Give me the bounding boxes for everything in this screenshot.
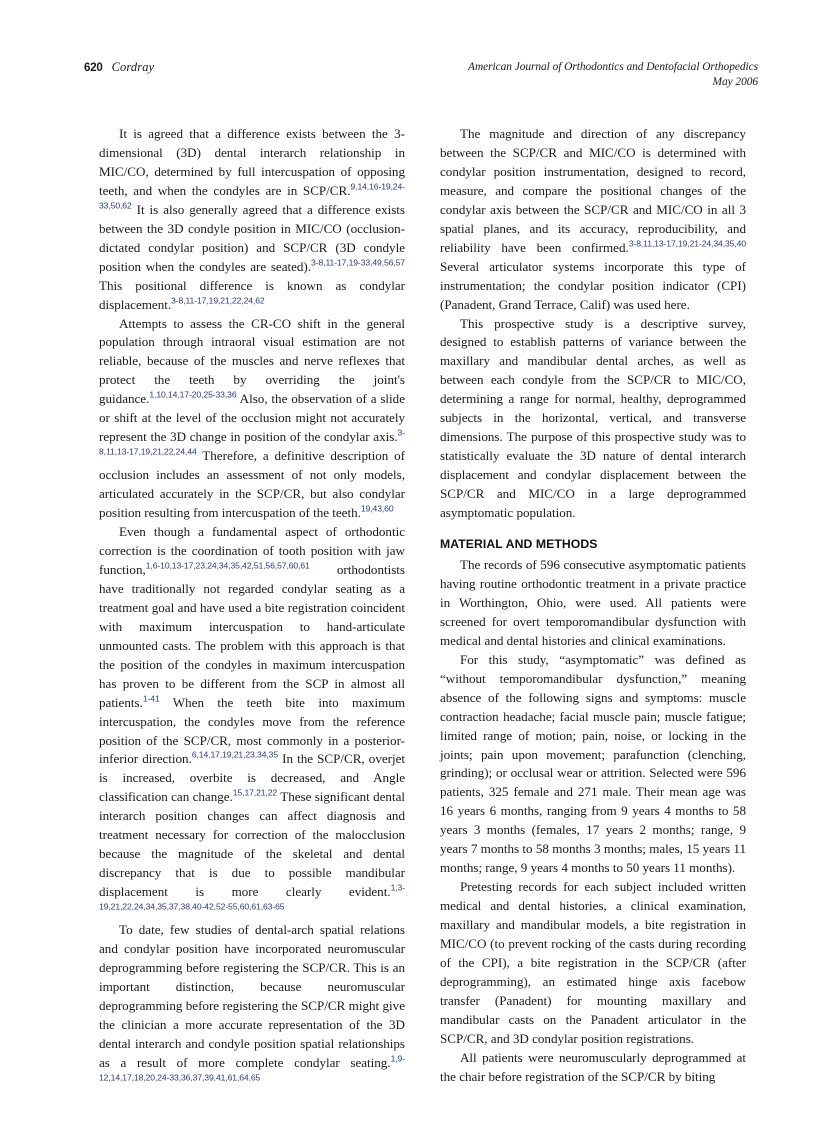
body-paragraph: The magnitude and direction of any discrepancy between the SCP/CR and MIC/CO is determined with condylar position instrumentation, designed to record, measure, and compare the positional changes of the condylar axis between the SCP/CR and MIC/CO in all 3 spatial planes, and its accuracy, reproducibility, and reliability have been confirmed.$^{3-8,11,13-17,19,21-24,34,35,40}$ Several articulator systems incorporate this type of instrumentation; the condylar position indicator (CPI) (Panadent, Grand Terrace, Calif) was used here. bbox=[440, 126, 746, 312]
body-paragraph: Pretesting records for each subject included written medical and dental histories, a clinical examination, maxillary and mandibular models, a bite registration in MIC/CO (to prevent rocking of the casts during recording of the CPI), a bite registration in the SCP/CR (after deprogramming), an estimated hinge axis facebow transfer (Panadent) for mounting maxillary and mandibular casts on the Panadent articulator in the SCP/CR, and 3D condylar position registrations. bbox=[440, 879, 746, 1046]
reference-superscript: 9,14,16-19,24-33,50,62 bbox=[99, 181, 405, 211]
body-paragraph: For this study, “asymptomatic” was defined as “without temporomandibular dysfunction,” meaning absence of the following signs and symptoms: muscle contraction headache; facial muscle pain; muscle fatigue; limited range of motion; pain, noise, or locking in the joints; pain upon movement; parafunction (clenching, grinding); or occlusal wear or attrition. Selected were 596 patients, 325 female and 271 male. Their mean age was 16 years 6 months, ranging from 9 years 4 months to 58 years 3 months (females, 17 years 2 months; range, 9 years 7 months to 58 months 3 months; males, 15 years 11 months; range, 9 years 4 months to 50 years 11 months). bbox=[440, 651, 746, 876]
running-head bbox=[0, 60, 838, 100]
body-paragraph: Even though a fundamental aspect of orthodontic correction is the coordination of tooth position with jaw function,$^{1,6-10,13-17,23,24,34,35,42,51,56,57,60,61}$ orthodontists have traditionally not regarded condylar seating as a treatment goal and have used a bite registration coincident with maximum intercuspation to hand-articulate unmounted casts. The problem with this approach is that the position of the condyles in maximum intercuspation has proven to be different from the SCP in almost all patients.$^{1-41}$ When the teeth bite into maximum intercuspation, the condyles move from the reference position of the SCP/CR, most commonly in a posterior-inferior direction.$^{6,14,17,19,21,23,34,35}$ In the SCP/CR, overjet is increased, overbite is decreased, and Angle classification can change.$^{15,17,21,22}$ These significant dental interarch position changes can affect diagnosis and treatment necessary for correction of the malocclusion because the magnitude of the skeletal and dental discrepancy that is due to possible mandibular displacement is more clearly evident.$^{1,3-19,21,22,24,34,35,37,38,40-42,52-55,60,61,63-65}$ bbox=[99, 524, 406, 912]
body-paragraph: This prospective study is a descriptive survey, designed to establish patterns of variance between the maxillary and mandibular dental arches, as well as between each condyle from the SCP/CR to MIC/CO, determining a range for normal, healthy, deprogrammed subjects in the horizontal, vertical, and transverse dimensions. The purpose of this prospective study was to statistically evaluate the 3D nature of dental interarch displacement and condylar displacement between the SCP/CR and MIC/CO in a large deprogrammed asymptomatic population. bbox=[440, 315, 746, 521]
body-paragraph: The records of 596 consecutive asymptomatic patients having routine orthodontic treatment in a private practice in Worthington, Ohio, were used. All patients were screened for overt temporomandibular dysfunction with medical and dental histories and clinical examinations. bbox=[440, 556, 746, 648]
section-heading-material-and-methods: MATERIAL AND METHODS bbox=[440, 537, 598, 552]
reference-superscript: 6,14,17,19,21,23,34,35 bbox=[191, 750, 279, 761]
reference-superscript: 1,9-12,14,17,18,20,24-33,36,37,39,41,61,64,65 bbox=[99, 1053, 405, 1083]
body-column-right bbox=[440, 125, 746, 1087]
running-head-left bbox=[84, 60, 154, 75]
journal-title: American Journal of Orthodontics and Dentofacial Orthopedics bbox=[468, 61, 758, 73]
page-number: 620 bbox=[84, 62, 103, 74]
body-paragraph: Attempts to assess the CR-CO shift in the general population through intraoral visual estimation are not reliable, because of the muscles and nerve reflexes that protect the teeth by overriding the joint's guidance.$^{1,10,14,17-20,25-33,36}$ Also, the observation of a slide or shift at the level of the occlusion might not accurately represent the 3D change in position of the condylar axis.$^{3-8,11,13-17,19,21,22,24,44}$ Therefore, a definitive description of occlusion includes an assessment of not only models, articulated accurately in the SCP/CR, but also condylar position resulting from intercuspation of the teeth.$^{19,43,60}$ bbox=[99, 315, 405, 521]
reference-superscript: 3-8,11,13-17,19,21-24,34,35,40 bbox=[628, 238, 746, 249]
reference-superscript: 1-41 bbox=[142, 693, 160, 704]
running-head-right bbox=[468, 60, 758, 90]
reference-superscript: 1,3-19,21,22,24,34,35,37,38,40-42,52-55,60,61,63-65 bbox=[99, 882, 405, 912]
body-paragraph: To date, few studies of dental-arch spatial relations and condylar position have incorporated neuromuscular deprogramming before registering the SCP/CR. This is an important distinction, because neuromuscular deprogramming before registering the SCP/CR might give the clinician a more accurate representation of the 3D dental interarch and condyle position spatial relationships as a result of more complete condylar seating.$^{1,9-12,14,17,18,20,24-33,36,37,39,41,61,64,65}$ bbox=[99, 922, 405, 1083]
body-paragraph: All patients were neuromuscularly deprogrammed at the chair before registration of the SCP/CR by biting bbox=[440, 1049, 746, 1084]
reference-superscript: 19,43,60 bbox=[360, 503, 394, 514]
reference-superscript: 1,10,14,17-20,25-33,36 bbox=[149, 389, 237, 400]
reference-superscript: 3-8,11-17,19,21,22,24,62 bbox=[171, 295, 265, 306]
issue-date: May 2006 bbox=[712, 76, 758, 88]
reference-superscript: 3-8,11-17,19-33,49,56,57 bbox=[311, 257, 405, 268]
reference-superscript: 15,17,21,22 bbox=[232, 788, 278, 798]
body-paragraph: It is agreed that a difference exists between the 3-dimensional (3D) dental interarch relationship in MIC/CO, determined by full intercuspation of opposing teeth, and when the condyles are in SCP/CR.$^{9,14,16-19,24-33,50,62}$ It is also generally agreed that a difference exists between the 3D condyle position in MIC/CO (occlusion-dictated condylar position) and SCP/CR (3D condyle position when the condyles are seated).$^{3-8,11-17,19-33,49,56,57}$ This positional difference is known as condylar displacement.$^{3-8,11-17,19,21,22,24,62}$ bbox=[99, 126, 405, 312]
body-column-left bbox=[99, 125, 405, 1092]
reference-superscript: 1,6-10,13-17,23,24,34,35,42,51,56,57,60,61 bbox=[145, 560, 310, 571]
reference-superscript: 3-8,11,13-17,19,21,22,24,44 bbox=[99, 427, 405, 457]
running-head-author: Cordray bbox=[111, 60, 155, 74]
